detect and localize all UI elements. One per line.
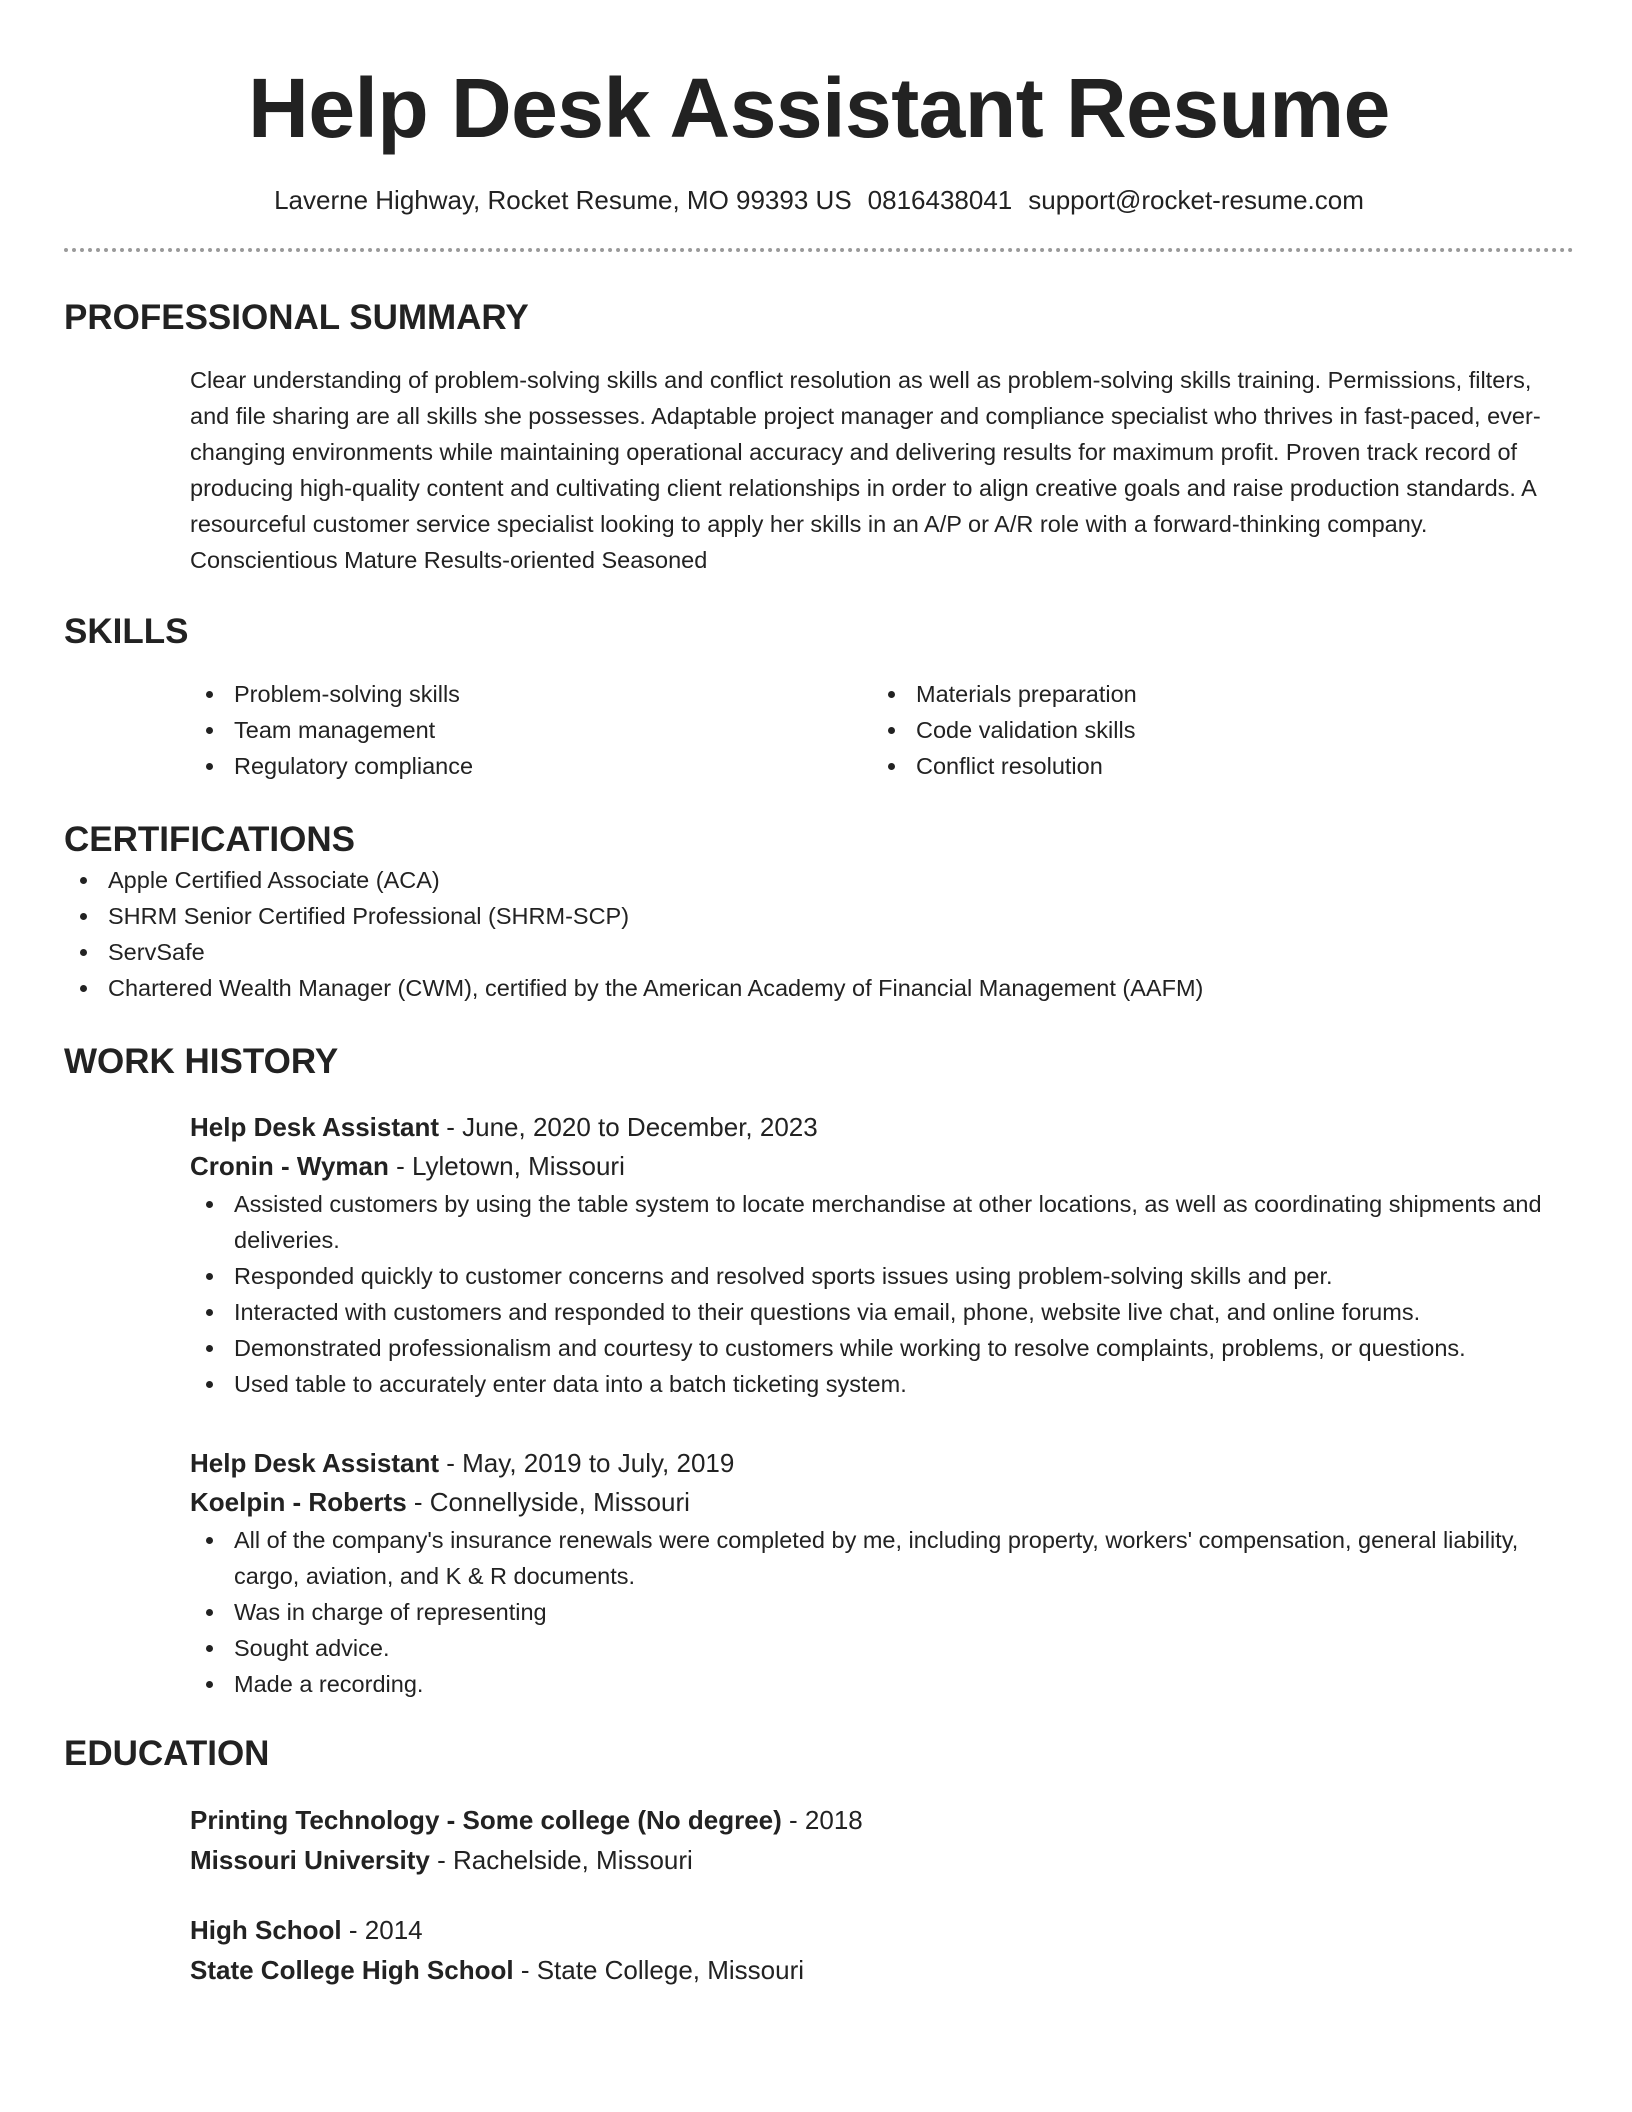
education-year: - 2018	[781, 1805, 863, 1835]
education-school: Missouri University	[190, 1845, 430, 1875]
job-title-line	[190, 1108, 1574, 1147]
job-bullet: Sought advice.	[190, 1630, 1574, 1666]
header-divider	[64, 248, 1574, 252]
education-school-line	[190, 1950, 1574, 1990]
job-location: - Connellyside, Missouri	[406, 1487, 690, 1517]
job-bullets	[190, 1522, 1574, 1702]
job-company-line	[190, 1483, 1574, 1522]
certifications-list	[64, 862, 1448, 1006]
education-location: - State College, Missouri	[513, 1955, 805, 1985]
section-skills	[64, 610, 1574, 784]
section-summary	[64, 296, 1574, 578]
certification-item: Chartered Wealth Manager (CWM), certified by the American Academy of Financial Management (AAFM)	[64, 970, 1448, 1006]
education-degree: High School	[190, 1915, 342, 1945]
skills-grid	[190, 676, 1574, 784]
section-work-history	[64, 1040, 1574, 1702]
certification-item: Apple Certified Associate (ACA)	[64, 862, 1448, 898]
job-title-line	[190, 1444, 1574, 1483]
job-bullet: Demonstrated professionalism and courtesy to customers while working to resolve complaints, problems, or questions.	[190, 1330, 1574, 1366]
contact-address: Laverne Highway, Rocket Resume, MO 99393 US	[274, 185, 852, 215]
education-school: State College High School	[190, 1955, 514, 1985]
section-title-work-history: WORK HISTORY	[64, 1042, 339, 1081]
skill-item: Regulatory compliance	[190, 748, 872, 784]
education-degree: Printing Technology - Some college (No degree)	[190, 1805, 782, 1835]
skill-item: Materials preparation	[872, 676, 1554, 712]
skill-item: Conflict resolution	[872, 748, 1554, 784]
job-bullet: Used table to accurately enter data into a batch ticketing system.	[190, 1366, 1574, 1402]
job-bullet: Assisted customers by using the table system to locate merchandise at other locations, as well as coordinating shipments and deliveries.	[190, 1186, 1574, 1258]
job-location: - Lyletown, Missouri	[388, 1151, 625, 1181]
skills-column-left	[190, 676, 872, 784]
job-company: Koelpin - Roberts	[190, 1487, 407, 1517]
job-bullets	[190, 1186, 1574, 1402]
job-bullet: Responded quickly to customer concerns and resolved sports issues using problem-solving skills and per.	[190, 1258, 1574, 1294]
certification-item: ServSafe	[64, 934, 1448, 970]
job-bullet: Made a recording.	[190, 1666, 1574, 1702]
job-bullet: Was in charge of representing	[190, 1594, 1574, 1630]
section-education	[64, 1732, 1574, 1990]
skill-item: Problem-solving skills	[190, 676, 872, 712]
section-certifications	[64, 818, 1574, 1006]
job-company: Cronin - Wyman	[190, 1151, 389, 1181]
job-role: Help Desk Assistant	[190, 1112, 440, 1142]
section-title-skills: SKILLS	[64, 612, 189, 651]
job-bullet: All of the company's insurance renewals were completed by me, including property, workers' compensation, general liability, cargo, aviation, and K & R documents.	[190, 1522, 1574, 1594]
job-dates: - May, 2019 to July, 2019	[439, 1448, 735, 1478]
summary-text: Clear understanding of problem-solving skills and conflict resolution as well as problem-solving skills training. Permissions, filters, and file sharing are all skills she possesses. Adaptable project manager and compliance specialist who thrives in fast-paced, ever-changing environments while maintaining operational accuracy and delivering results for maximum profit. Proven track record of producing high-quality content and cultivating client relationships in order to align creative goals and raise production standards. A resourceful customer service specialist looking to apply her skills in an A/P or A/R role with a forward-thinking company. Conscientious Mature Results-oriented Seasoned	[190, 367, 1541, 573]
skill-item: Code validation skills	[872, 712, 1554, 748]
education-location: - Rachelside, Missouri	[429, 1845, 693, 1875]
skill-item: Team management	[190, 712, 872, 748]
contact-line	[64, 184, 1574, 216]
education-degree-line	[190, 1800, 1574, 1840]
job-entry	[190, 1108, 1574, 1402]
section-title-education: EDUCATION	[64, 1734, 270, 1773]
job-dates: - June, 2020 to December, 2023	[439, 1112, 818, 1142]
certification-item: SHRM Senior Certified Professional (SHRM-SCP)	[64, 898, 1448, 934]
job-role: Help Desk Assistant	[190, 1448, 440, 1478]
section-title-certifications: CERTIFICATIONS	[64, 820, 356, 859]
job-entry	[190, 1444, 1574, 1702]
education-year: - 2014	[341, 1915, 423, 1945]
job-company-line	[190, 1147, 1574, 1186]
section-title-summary: PROFESSIONAL SUMMARY	[64, 298, 529, 337]
resume-title: Help Desk Assistant Resume	[248, 61, 1390, 155]
job-bullet: Interacted with customers and responded to their questions via email, phone, website live chat, and online forums.	[190, 1294, 1574, 1330]
education-school-line	[190, 1840, 1574, 1880]
education-degree-line	[190, 1910, 1574, 1950]
contact-email: support@rocket-resume.com	[1028, 185, 1364, 215]
contact-phone: 0816438041	[867, 185, 1013, 215]
education-entry	[190, 1800, 1574, 1880]
resume-page	[64, 0, 1574, 1990]
skills-column-right	[872, 676, 1554, 784]
education-entry	[190, 1910, 1574, 1990]
